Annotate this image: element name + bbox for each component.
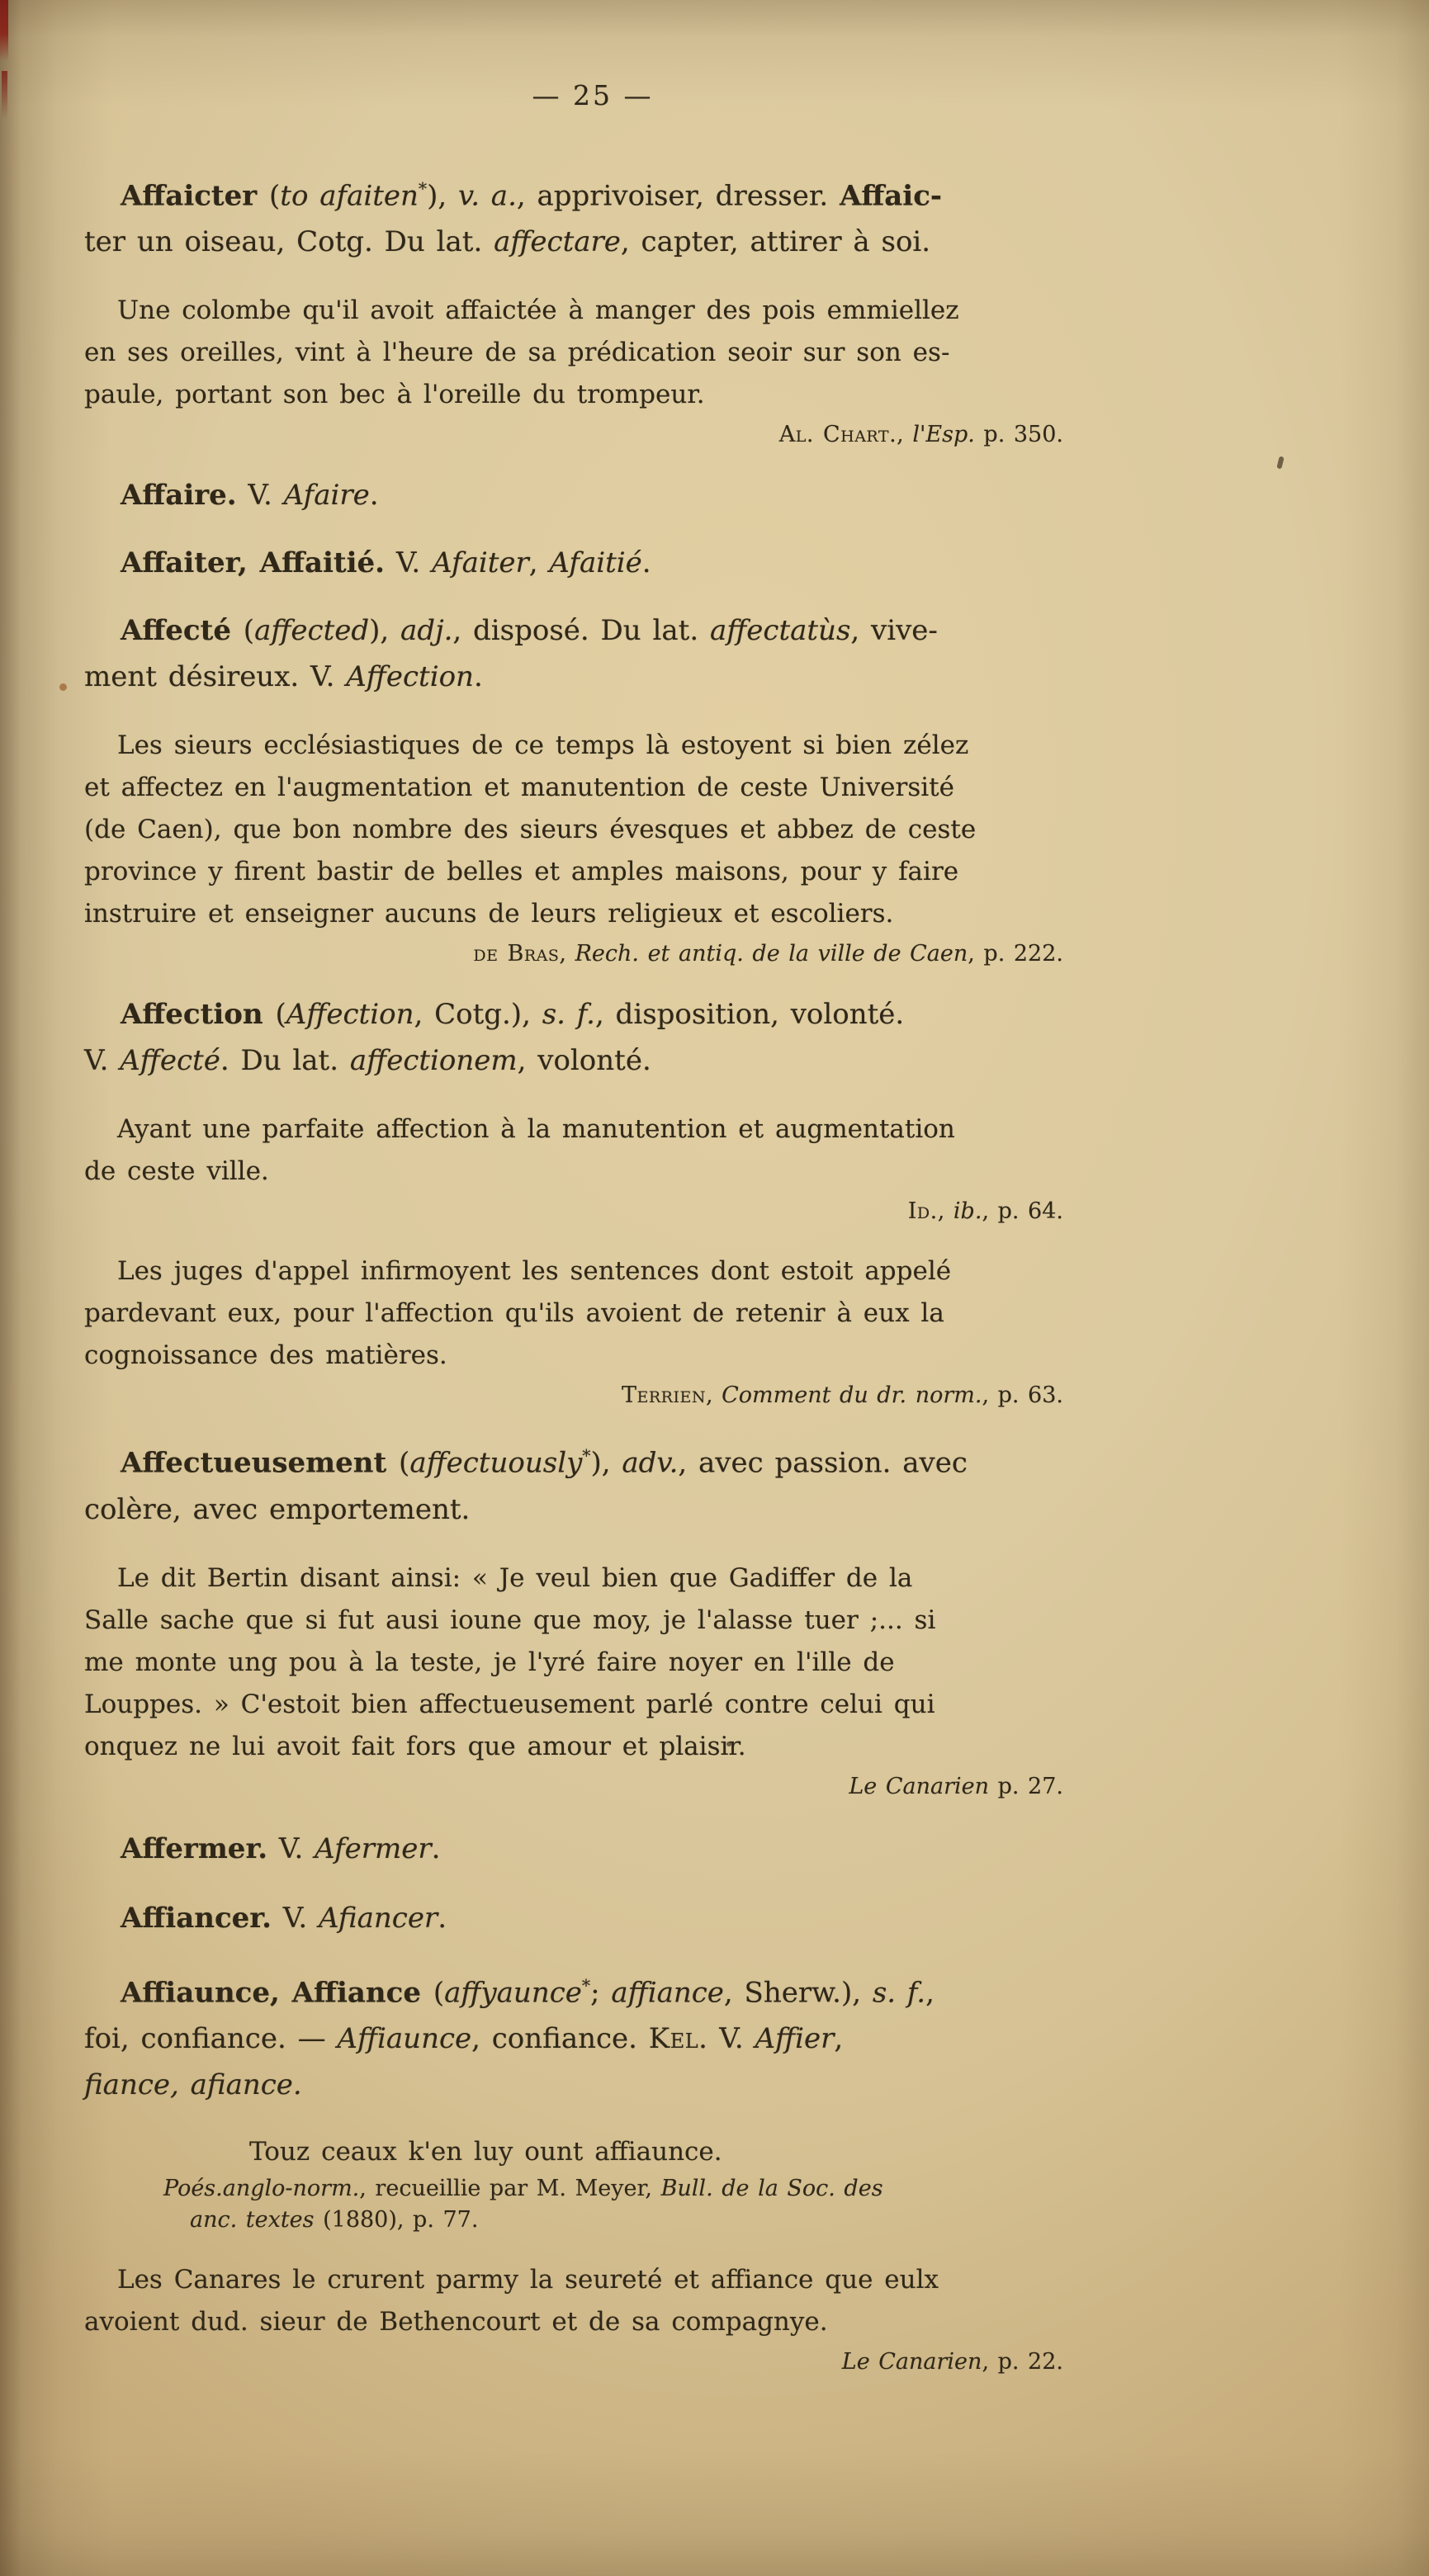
text-line [84,290,1101,332]
text-line [84,2131,1101,2173]
text-line [84,991,1101,1037]
text-segment: foi, confiance. — [84,2021,338,2055]
text-line [84,1771,1063,1803]
text-segment: to afaiten [280,179,419,213]
text-segment: , Cotg.), [414,998,542,1032]
text-segment: V. [707,2021,755,2055]
text-segment: , avec passion. avec [678,1446,968,1480]
text-segment: , [925,1975,935,2009]
text-segment: , p. 63. [982,1383,1063,1409]
text-segment: Affecté [120,1044,220,1078]
text-line [84,166,1101,219]
entry-affaicter [84,166,1101,265]
text-segment: Bull. de la Soc. des [660,2175,883,2201]
text-segment: Affaiter, Affaitié. [121,546,386,580]
text-line [84,1487,1101,1533]
text-segment: en ses oreilles, vint à l'heure de sa prédication seoir sur son es- [84,338,950,368]
text-segment: , recueillie par M. Meyer, [359,2175,661,2201]
text-line [84,1895,1101,1941]
text-segment: . [473,660,483,694]
text-segment: , [937,1198,953,1225]
text-segment: Afermer [315,1832,432,1865]
text-segment: Le Canarien [841,2348,982,2375]
text-segment: , vive- [850,614,938,648]
text-segment: s. f. [542,998,595,1032]
text-segment: Affiancer. [121,1901,272,1935]
text-segment: ( [269,179,281,213]
text-segment: ( [275,998,286,1032]
text-segment: Terrien [621,1383,706,1409]
text-segment: , apprivoiser, dresser. [516,179,840,213]
text-segment: me monte ung pou à la teste, je l'yré faire noyer en l'ille de [84,1647,895,1677]
text-line [84,540,1101,586]
text-segment: colère, avec emportement. [84,1492,471,1526]
text-segment: et affectez en l'augmentation et manutention de ceste Université [84,773,954,803]
text-line [84,654,1101,700]
text-segment: Poés.anglo-norm. [163,2175,360,2201]
text-segment: Le Canarien [849,1773,990,1799]
text-segment: Al. Chart. [778,422,897,448]
text-segment: Affier [755,2021,835,2055]
text-line [84,1726,1101,1768]
text-column [84,0,1101,2378]
quote-canares [84,2259,1101,2343]
text-segment: Afaiter [432,546,529,580]
text-line [84,1433,1101,1486]
text-segment: , Sherw.), [723,1975,873,2009]
text-segment: affectionem [349,1044,518,1078]
text-segment: l'Esp. [912,422,975,448]
text-segment: Une colombe qu'il avoit affaictée à manger des pois emmiellez [117,295,959,326]
citation-al-chart [84,419,1101,451]
text-segment: Affaic- [839,179,943,213]
text-line [84,1335,1101,1377]
text-line [84,851,1101,893]
text-segment: . [438,1901,447,1935]
text-segment: . [431,1832,441,1865]
citation-canarien-27 [84,1771,1101,1803]
text-segment: * [418,179,428,199]
text-line [84,1642,1101,1684]
text-segment: V. [267,1832,315,1865]
text-segment: V. [385,546,433,580]
text-segment: adj. [400,614,453,648]
text-segment: , [897,422,913,448]
text-line [84,1250,1101,1293]
text-segment: Affermer. [121,1832,268,1865]
text-segment: , [705,1383,722,1409]
paper-speck [59,683,67,691]
text-line [84,1600,1101,1642]
text-segment: ter un oiseau, Cotg. Du lat. [84,225,494,259]
quote-affecte [84,725,1101,935]
text-segment: ( [399,1446,410,1480]
text-line [84,2347,1063,2378]
text-segment: Louppes. » C'estoit bien affectueusement parlé contre celui qui [84,1689,935,1719]
text-segment: Affaire. [121,479,237,513]
text-segment: onquez ne lui avoit fait fors que amour et plaisir. [84,1731,746,1761]
text-segment: Le dit Bertin disant ainsi: « Je veul bien que Gadiffer de la [117,1562,913,1593]
text-segment: Les juges d'appel infirmoyent les sentences dont estoit appelé [117,1256,952,1287]
entry-affaiter [84,540,1101,586]
entry-affiancer [84,1895,1101,1941]
quote-touz-ceaux [84,2131,1101,2173]
text-segment: paule, portant son bec à l'oreille du trompeur. [84,380,705,410]
text-segment: Les sieurs ecclésiastiques de ce temps là estoyent si bien zélez [117,730,969,761]
text-segment: ), [427,179,459,213]
text-line [84,1684,1101,1726]
text-segment: , [834,2021,844,2055]
citation-canarien-22 [84,2347,1101,2378]
entry-affectueusement [84,1433,1101,1532]
text-segment: * [582,1446,591,1467]
text-segment: . [641,546,651,580]
text-segment: , confiance. [471,2021,649,2055]
binding-red-mark [0,0,8,61]
text-line [84,1380,1063,1411]
text-segment: affyaunce [444,1975,582,2009]
text-segment: , p. 64. [982,1198,1063,1225]
text-segment: Afiancer [318,1901,438,1935]
text-segment: (de Caen), que bon nombre des sieurs évesques et abbez de ceste [84,815,977,845]
text-segment: ( [433,1975,445,2009]
text-segment: Affection [286,998,414,1032]
text-segment: cognoissance des matières. [84,1340,447,1371]
text-segment: Affection [121,998,276,1032]
text-segment: ( [243,614,255,648]
text-segment: anc. textes [190,2206,324,2233]
text-segment: s. f. [872,1975,926,2009]
text-line [84,332,1101,374]
text-line [84,1963,1101,2016]
text-segment: . Du lat. [220,1044,350,1078]
text-segment: Affecté [121,614,244,648]
text-line [163,2205,1101,2236]
entry-affection [84,991,1101,1084]
text-line [84,1826,1101,1872]
citation-id-ib [84,1196,1101,1227]
text-segment: Affiaunce [337,2021,472,2055]
text-segment: , capter, attirer à soi. [620,225,931,259]
text-segment: , volonté. [517,1044,651,1078]
text-segment: V. [236,479,284,513]
text-segment: adv. [622,1446,679,1480]
text-line [84,809,1101,851]
entry-affiaunce [84,1963,1101,2108]
text-line [84,219,1101,265]
entry-affaire [84,472,1101,518]
text-segment: , [528,546,550,580]
text-segment: V. [84,1044,121,1078]
text-segment: Kel. [648,2021,708,2055]
text-line [163,2173,1101,2205]
entry-affermer [84,1826,1101,1872]
quote-affection-2 [84,1250,1101,1377]
citation-terrien [84,1380,1101,1411]
text-segment: affected [254,614,370,648]
text-line [84,2016,1101,2062]
text-segment: p. 350. [974,422,1063,448]
text-segment: Comment du dr. norm. [722,1383,982,1409]
text-segment: ; [590,1975,612,2009]
text-segment: (1880), p. 77. [323,2206,479,2233]
text-segment: ), [369,614,401,648]
text-segment: Touz ceaux k'en luy ount affiaunce. [249,2136,722,2167]
text-segment: Affaicter [121,179,270,213]
text-segment: affectuously [409,1446,583,1480]
text-segment: Affiaunce, Affiance [121,1975,433,2009]
text-line [84,472,1101,518]
text-segment: instruire et enseigner aucuns de leurs religieux et escoliers. [84,899,894,929]
binding-red-mark [2,71,7,119]
text-segment: affectare [494,225,621,259]
text-line [84,1037,1101,1084]
text-segment: , disposé. Du lat. [452,614,710,648]
text-line [84,893,1101,935]
text-segment: Afaitié [549,546,642,580]
text-segment: ib. [953,1198,982,1225]
text-segment: fiance, afiance. [84,2068,302,2101]
text-line [84,2062,1101,2108]
quote-affectueusement [84,1557,1101,1768]
text-segment: . [369,479,379,513]
text-segment: p. 27. [989,1773,1063,1799]
text-segment: province y firent bastir de belles et amples maisons, pour y faire [84,857,959,887]
text-segment: , p. 22. [982,2348,1063,2375]
text-line [84,725,1101,767]
text-segment: V. [271,1901,319,1935]
text-segment: avoient dud. sieur de Bethencourt et de sa compagnye. [84,2306,828,2337]
text-segment: * [581,1975,591,1996]
text-segment: ), [590,1446,622,1480]
quote-affection-1 [84,1108,1101,1193]
text-segment: , [559,941,575,967]
citation-poes-anglo-norm [84,2173,1101,2236]
text-segment: Affection [346,660,474,694]
text-segment: de ceste ville. [84,1156,269,1187]
citation-de-bras [84,938,1101,970]
text-segment: , p. 222. [968,941,1063,967]
quote-affaicter [84,290,1101,416]
text-segment: Afaire [283,479,370,513]
text-segment: Rech. et antiq. de la ville de Caen [575,941,968,967]
entry-affecte [84,607,1101,700]
text-segment: , disposition, volonté. [594,998,905,1032]
text-line [84,938,1063,970]
text-segment: Ayant une parfaite affection à la manutention et augmentation [117,1114,955,1145]
text-segment: Affectueusement [121,1446,400,1480]
text-line [84,1196,1063,1227]
text-segment: ment désireux. V. [84,660,347,694]
text-segment: de Bras [473,941,560,967]
text-line [84,607,1101,654]
text-segment: Id. [907,1198,938,1225]
paper-speck [1276,456,1284,469]
text-line [84,1557,1101,1600]
text-line [84,419,1063,451]
text-line [84,1108,1101,1151]
text-line [84,374,1101,416]
text-segment: pardevant eux, pour l'affection qu'ils avoient de retenir à eux la [84,1298,944,1329]
text-segment: v. a. [458,179,517,213]
text-segment: affectatùs [709,614,851,648]
text-line [84,1151,1101,1193]
text-line [84,767,1101,809]
text-line [84,2301,1101,2343]
text-segment: Salle sache que si fut ausi ioune que moy, je l'alasse tuer ;... si [84,1605,936,1635]
text-segment: Les Canares le crurent parmy la seureté et affiance que eulx [117,2264,939,2295]
page-number: — 25 — [532,79,654,111]
text-line [84,1293,1101,1335]
text-line [84,2259,1101,2301]
text-segment: affiance [611,1975,724,2009]
